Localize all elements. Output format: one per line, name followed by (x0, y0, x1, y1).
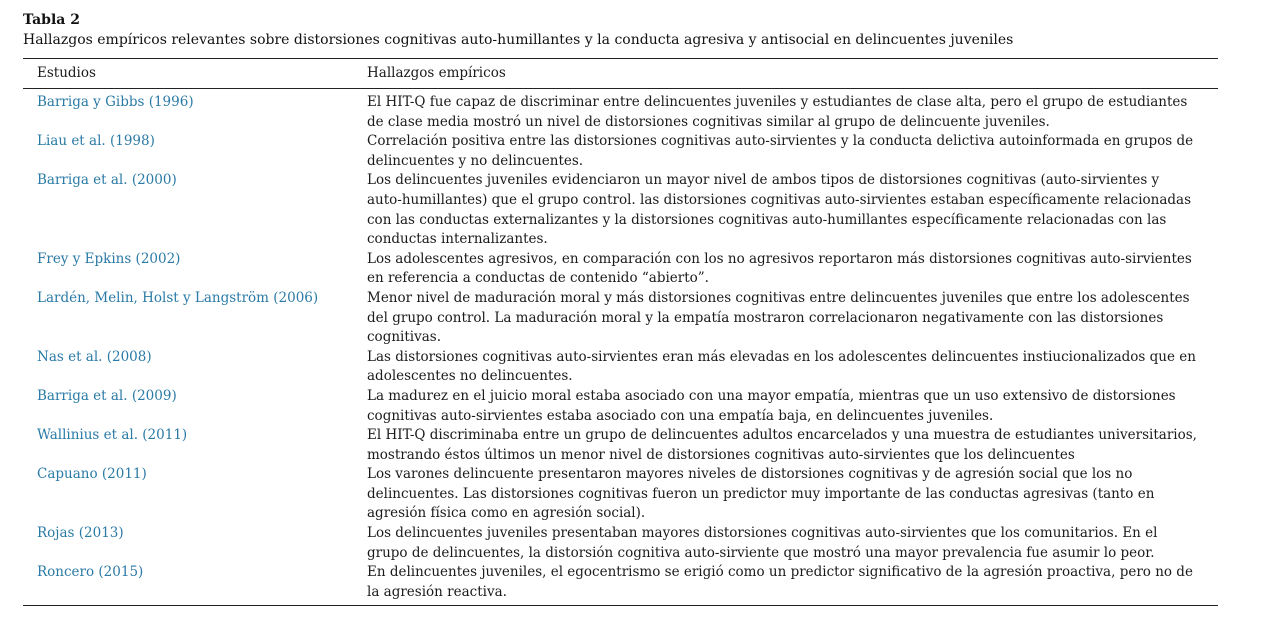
table-row (23, 171, 1218, 249)
study-reference-link[interactable]: Barriga et al. (2009) (37, 387, 177, 404)
table-row (23, 289, 1218, 348)
table-container (23, 10, 1218, 606)
study-reference-link[interactable]: Rojas (2013) (37, 525, 124, 542)
header-studies: Estudios (37, 64, 96, 81)
finding-text: Los adolescentes agresivos, en comparación con los no agresivos reportaron más distorsiones cognitivas auto-sirvientes en referencia a conductas de contenido “abierto”. (367, 250, 1192, 287)
study-reference-link[interactable]: Barriga y Gibbs (1996) (37, 94, 194, 110)
table-caption: Hallazgos empíricos relevantes sobre distorsiones cognitivas auto-humillantes y la conducta agresiva y antisocial en delincuentes juveniles (23, 32, 1014, 48)
table-row (23, 348, 1218, 387)
study-reference-link[interactable]: Roncero (2015) (37, 564, 144, 581)
study-reference-link[interactable]: Barriga et al. (2000) (37, 172, 177, 189)
table-row (23, 524, 1218, 563)
table-row (23, 426, 1218, 465)
finding-text: Menor nivel de maduración moral y más distorsiones cognitivas entre delincuentes juveniles que entre los adolescentes del grupo control. La maduración moral y la empatía mostraron correlacionaron negativamente con las distorsiones cognitivas. (367, 289, 1190, 346)
table-row (23, 93, 1218, 132)
table-row (23, 465, 1218, 524)
finding-text: La madurez en el juicio moral estaba asociado con una mayor empatía, mientras que un uso extensivo de distorsiones cognitivas auto-sirvientes estaba asociado con una empatía baja, en delincuentes juveniles. (367, 387, 1176, 424)
finding-text: Los delincuentes juveniles presentaban mayores distorsiones cognitivas auto-sirvientes que los comunitarios. En el grupo de delincuentes, la distorsión cognitiva auto-sirviente que mostró una mayor prevalencia fue asumir lo peor. (367, 525, 1158, 561)
table-label: Tabla 2 (23, 12, 80, 28)
table-body (23, 89, 1218, 605)
finding-text: Los varones delincuente presentaron mayores niveles de distorsiones cognitivas y de agresión social que los no delincuentes. Las distorsiones cognitivas fueron un predictor muy importante de las conductas agresivas (tanto en agresión física como en agresión social). (367, 466, 1155, 522)
finding-text: Las distorsiones cognitivas auto-sirvientes eran más elevadas en los adolescentes delincuentes instiucionalizados que en adolescentes no delincuentes. (367, 348, 1196, 385)
finding-text: En delincuentes juveniles, el egocentrismo se erigió como un predictor significativo de la agresión proactiva, pero no de la agresión reactiva. (367, 564, 1193, 600)
table-row (23, 387, 1218, 426)
table-row (23, 250, 1218, 289)
study-reference-link[interactable]: Liau et al. (1998) (37, 133, 155, 150)
finding-text: Los delincuentes juveniles evidenciaron un mayor nivel de ambos tipos de distorsiones cognitivas (auto-sirvientes y auto-humillantes) que el grupo control. las distorsiones cognitivas auto-sirvientes estaban específicamente relacionadas con las conductas externalizantes y la distorsiones cognitivas auto-humillantes específicamente relacionadas con las conductas internalizantes. (367, 172, 1192, 248)
findings-table (23, 58, 1218, 606)
header-findings: Hallazgos empíricos (367, 64, 506, 81)
table-row (23, 563, 1218, 602)
study-reference-link[interactable]: Wallinius et al. (2011) (37, 427, 188, 444)
study-reference-link[interactable]: Capuano (2011) (37, 466, 147, 483)
finding-text: Correlación positiva entre las distorsiones cognitivas auto-sirvientes y la conducta delictiva autoinformada en grupos de delincuentes y no delincuentes. (367, 133, 1194, 169)
finding-text: El HIT-Q fue capaz de discriminar entre delincuentes juveniles y estudiantes de clase alta, pero el grupo de estudiantes de clase media mostró un nivel de distorsiones cognitivas similar al grupo de delincuente juveniles. (367, 94, 1188, 130)
study-reference-link[interactable]: Frey y Epkins (2002) (37, 250, 181, 267)
table-row (23, 132, 1218, 171)
study-reference-link[interactable]: Nas et al. (2008) (37, 348, 152, 365)
finding-text: El HIT-Q discriminaba entre un grupo de delincuentes adultos encarcelados y una muestra de estudiantes universitarios, mostrando éstos últimos un menor nivel de distorsiones cognitivas auto-sirvientes que los delincuentes (367, 427, 1197, 463)
table-header-row (23, 59, 1218, 89)
study-reference-link[interactable]: Lardén, Melin, Holst y Langström (2006) (37, 289, 319, 306)
